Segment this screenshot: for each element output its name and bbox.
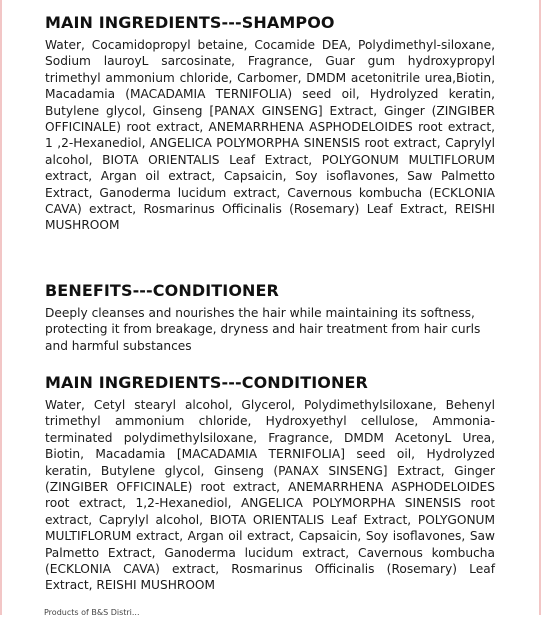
shampoo-ingredients-text: Water, Cocamidopropyl betaine, Cocamide DEA, Polydimethyl-siloxane, Sodium lauroyL sarcosinate, Fragrance, Guar gum hydroxypropyl trimethyl ammonium chloride, Carbomer, DMDM acetonitrile urea,Biotin, Macadamia (MACADAMIA TERNIFOLIA) seed oil, Hydrolyzed keratin, Butylene glycol, Ginseng [PANAX GINSENG] Extract, Ginger (ZINGIBER OFFICINALE) root extract, ANEMARRHENA ASPHODELOIDES root extract, 1 ,2-Hexanediol, ANGELICA POLYMORPHA SINENSIS root extract, Caprylyl alcohol, BIOTA ORIENTALIS Leaf Extract, POLYGONUM MULTIFLORUM extract, Argan oil extract, Capsaicin, Soy isoflavones, Saw Palmetto Extract, Ganoderma lucidum extract, Cavernous kombucha (ECKLONIA CAVA) extract, Rosmarinus Officinalis (Rosemary) Leaf Extract, REISHI MUSHROOM bbox=[45, 38, 495, 233]
conditioner-ingredients-heading: MAIN INGREDIENTS---CONDITIONER bbox=[45, 373, 368, 392]
footer-text: Products of B&S Distri... bbox=[44, 608, 140, 617]
shampoo-ingredients-heading: MAIN INGREDIENTS---SHAMPOO bbox=[45, 13, 335, 32]
conditioner-ingredients-text: Water, Cetyl stearyl alcohol, Glycerol, Polydimethylsiloxane, Behenyl trimethyl ammonium chloride, Hydroxyethyl cellulose, Ammonia-terminated polydimethylsiloxane, Fragrance, DMDM AcetonyL Urea, Biotin, Macadamia [MACADAMIA TERNIFOLIA] seed oil, Hydrolyzed keratin, Butylene glycol, Ginseng (PANAX SINSENG] Extract, Ginger (ZINGIBER OFFICINALE) root extract, ANEMARRHENA ASPHODELOIDES root extract, 1,2-Hexanediol, ANGELICA POLYMORPHA SINENSIS root extract, Caprylyl alcohol, BIOTA ORIENTALIS Leaf Extract, POLYGONUM MULTIFLORUM extract, Argan oil extract, Capsaicin, Soy isoflavones, Saw Palmetto Extract, Ganoderma lucidum extract, Cavernous kombucha (ECKLONIA CAVA) extract, Rosmarinus Officinalis (Rosemary) Leaf Extract, REISHI MUSHROOM bbox=[45, 398, 495, 593]
conditioner-ingredients-section bbox=[45, 373, 495, 594]
conditioner-benefits-section bbox=[45, 281, 495, 354]
conditioner-benefits-text: Deeply cleanses and nourishes the hair while maintaining its softness, protecting it from breakage, dryness and hair treatment from hair curls and harmful substances bbox=[45, 306, 481, 353]
conditioner-benefits-heading: BENEFITS---CONDITIONER bbox=[45, 281, 279, 300]
shampoo-ingredients-section bbox=[45, 13, 495, 234]
